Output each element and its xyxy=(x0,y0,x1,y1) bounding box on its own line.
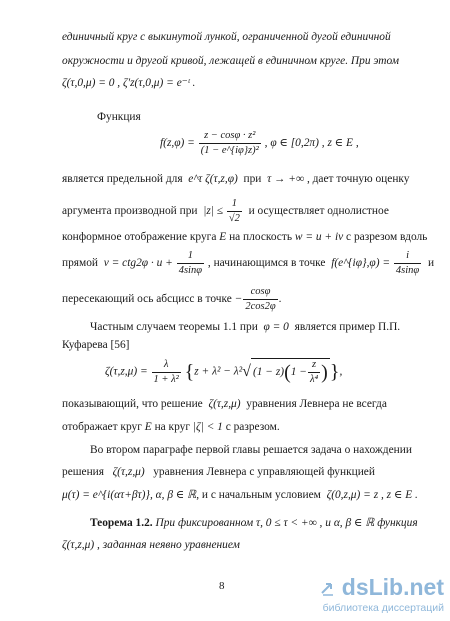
text-line: аргумента производной при |z| ≤ $\frac{1}{√2}$ и осуществляет однолистное xyxy=(62,198,389,224)
text-line: отображает круг E на круг |ζ| < 1 с разрезом. xyxy=(62,421,280,433)
text-line: Куфарева [56] xyxy=(62,339,130,351)
text-line: пересекающий ось абсцисс в точке − $\frac{\cos\varphi}{2\cos 2\varphi}$ . xyxy=(62,286,282,312)
text-line: Функция xyxy=(97,111,141,123)
fraction: $\frac{\lambda}{\text{1 + λ²}}$ xyxy=(153,358,179,385)
text-line: Теорема 1.2. При фиксированном τ, 0 ≤ τ < +∞ , и α, β ∈ ℝ функция xyxy=(90,517,418,529)
fraction: $\frac{1}{√2}$ xyxy=(228,198,240,224)
fraction: $\frac{i}{4\sin\varphi}$ xyxy=(395,250,420,276)
text-line: конформное отображение круга E на плоскость w = u + iv с разрезом вдоль xyxy=(62,231,428,243)
arrows-icon xyxy=(320,582,334,596)
text-line: показывающий, что решение ζ(τ,z,μ) уравнения Левнера не всегда xyxy=(62,398,387,410)
page-number: 8 xyxy=(219,580,225,592)
fraction: $\frac{1}{4\sin\varphi}$ xyxy=(178,250,203,276)
fraction: $\frac{\cos\varphi}{2\cos 2\varphi}$ xyxy=(245,286,276,312)
fraction: $\frac{z}{\text{λ⁴}}$ xyxy=(309,359,319,385)
text-line: является предельной для e^τ ζ(τ,z,φ) при τ → +∞ , дает точную оценку xyxy=(62,173,410,185)
text-line: решения ζ(τ,z,μ) уравнения Левнера с управляющей функцией xyxy=(62,466,375,478)
text-line: Частным случаем теоремы 1.1 при φ = 0 является пример П.П. xyxy=(90,321,401,333)
formula-display-kufarev: ζ(τ,z,μ) = $\frac{\lambda}{\text{1 + λ²}}$ {z + λ² − λ²√ (1 − z)(1 − $\frac{z}{\text{λ⁴}}$ ) }, xyxy=(105,358,343,385)
text-line: окружности и другой кривой, лежащей в единичном круге. При этом xyxy=(62,55,399,67)
text-line: μ(τ) = e^{i(ατ+βτ)}, α, β ∈ ℝ, и с начальным условием ζ(0,z,μ) = z , z ∈ E . xyxy=(62,489,418,501)
watermark xyxy=(318,572,450,621)
text-line: ζ(τ,z,μ) , заданная неявно уравнением xyxy=(62,539,240,551)
text-line: единичный круг с выкинутой лункой, ограниченной дугой единичной xyxy=(62,31,391,43)
text-line: прямой v = ctg2φ · u + $\frac{1}{4\sin\varphi}$ , начинающимся в точке f(e^{iφ},φ) = $\frac{i}{4\sin\varphi}$ и xyxy=(62,250,435,276)
fraction: $\frac{\text{z − cosφ · z²}}{\text{(1 − e\textasciicircum{}\{iφ\}z)²}}$ xyxy=(200,130,259,156)
text-line: Во втором параграфе первой главы решается задача о нахождении xyxy=(90,444,412,456)
formula-display-f: f(z,φ) = $\frac{\text{z − cosφ · z²}}{\text{(1 − e\textasciicircum{}\{iφ\}z)²}}$ , φ ∈ [0,2π) , z ∈ E , xyxy=(160,130,359,156)
formula-inline: ζ(τ,0,μ) = 0 , ζ′z(τ,0,μ) = e⁻ᵗ . xyxy=(62,77,196,89)
watermark-logo: dsLib.net xyxy=(341,574,444,600)
watermark-subtitle: библиотека диссертаций xyxy=(322,602,444,614)
